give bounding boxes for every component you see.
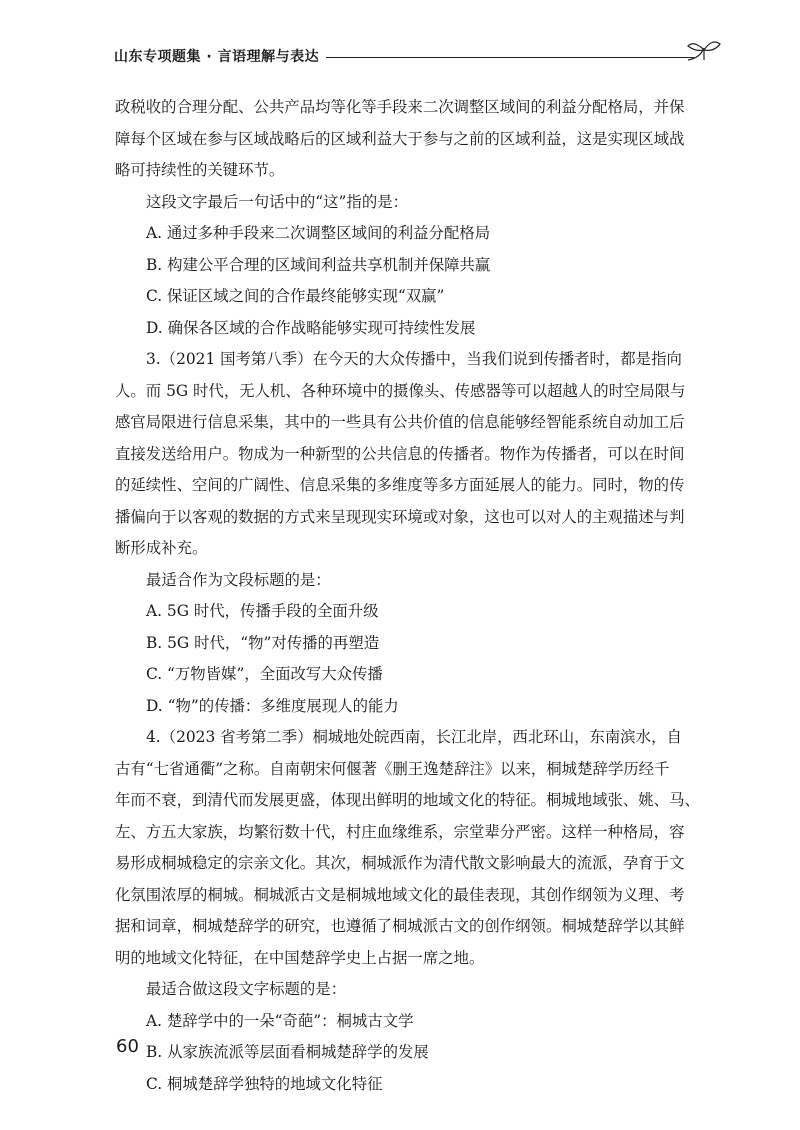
text-line: 左、方五大家族，均繁衍数十代，村庄血缘维系，宗堂辈分严密。这样一种格局，容 xyxy=(115,822,685,841)
text-line: C. “万物皆媒”，全面改写大众传播 xyxy=(146,665,383,683)
text-line: 最适合做这段文字标题的是： xyxy=(146,980,347,998)
header-title: 山东专项题集 · 言语理解与表达 xyxy=(114,49,320,65)
text-line: 障每个区域在参与区域战略后的区域利益大于参与之前的区域利益，这是实现区域战 xyxy=(115,129,685,148)
text-line: D. 确保各区域的合作战略能够实现可持续性发展 xyxy=(146,318,476,337)
text-line: 直接发送给用户。物成为一种新型的公共信息的传播者。物作为传播者，可以在时间 xyxy=(115,444,685,463)
text-line: 古有“七省通衢”之称。自南朝宋何偃著《删王逸楚辞注》以来，桐城楚辞学历经千 xyxy=(115,759,670,778)
text-line: 人。而 5G 时代，无人机、各种环境中的摄像头、传感器等可以超越人的时空局限与 xyxy=(115,381,686,400)
text-line: 政税收的合理分配、公共产品均等化等手段来二次调整区域间的利益分配格局，并保 xyxy=(115,98,685,116)
text-line: C. 桐城楚辞学独特的地域文化特征 xyxy=(146,1074,383,1093)
text-line: 这段文字最后一句话中的“这”指的是： xyxy=(146,192,408,211)
text-line: A. 5G 时代，传播手段的全面升级 xyxy=(146,602,379,620)
text-line: C. 保证区域之间的合作最终能够实现“双赢” xyxy=(146,287,445,305)
text-line: B. 5G 时代，“物”对传播的再塑造 xyxy=(146,633,380,652)
text-line: 的延续性、空间的广阔性、信息采集的多维度等多方面延展人的能力。同时，物的传 xyxy=(115,476,685,494)
sprout-icon xyxy=(686,38,722,66)
text-line: 感官局限进行信息采集，其中的一些具有公共价值的信息能够经智能系统自动加工后 xyxy=(115,413,685,431)
text-line: B. 构建公平合理的区域间利益共享机制并保障共赢 xyxy=(146,255,491,274)
text-line: 年而不衰，到清代而发展更盛，体现出鲜明的地域文化的特征。桐城地域张、姚、马、 xyxy=(115,791,700,809)
page-number: 60 xyxy=(116,1036,139,1057)
text-line: 略可持续性的关键环节。 xyxy=(115,161,285,179)
document-body xyxy=(115,92,715,1100)
text-line: 最适合作为文段标题的是： xyxy=(146,570,331,589)
text-line: A. 楚辞学中的一朵“奇葩”：桐城古文学 xyxy=(146,1011,414,1030)
text-line: 易形成桐城稳定的宗亲文化。其次，桐城派作为清代散文影响最大的流派，孕育于文 xyxy=(115,854,685,872)
text-line: D. “物”的传播：多维度展现人的能力 xyxy=(146,696,399,715)
text-line: B. 从家族流派等层面看桐城楚辞学的发展 xyxy=(146,1043,429,1061)
text-line: A. 通过多种手段来二次调整区域间的利益分配格局 xyxy=(146,224,491,242)
text-line: 4.（2023 省考第二季）桐城地处皖西南，长江北岸，西北环山，东南滨水，自 xyxy=(146,728,682,746)
text-line: 3.（2021 国考第八季）在今天的大众传播中，当我们说到传播者时，都是指向 xyxy=(146,350,682,368)
text-line: 明的地域文化特征，在中国楚辞学史上占据一席之地。 xyxy=(115,948,485,967)
header-rule xyxy=(326,57,694,58)
text-line: 据和词章，桐城楚辞学的研究，也遵循了桐城派古文的创作纲领。桐城楚辞学以其鲜 xyxy=(115,917,685,935)
page-header xyxy=(114,38,718,68)
text-line: 断形成补充。 xyxy=(115,539,208,557)
text-line: 播偏向于以客观的数据的方式来呈现现实环境或对象，这也可以对人的主观描述与判 xyxy=(115,507,685,526)
text-line: 化氛围浓厚的桐城。桐城派古文是桐城地域文化的最佳表现，其创作纲领为义理、考 xyxy=(115,885,685,904)
